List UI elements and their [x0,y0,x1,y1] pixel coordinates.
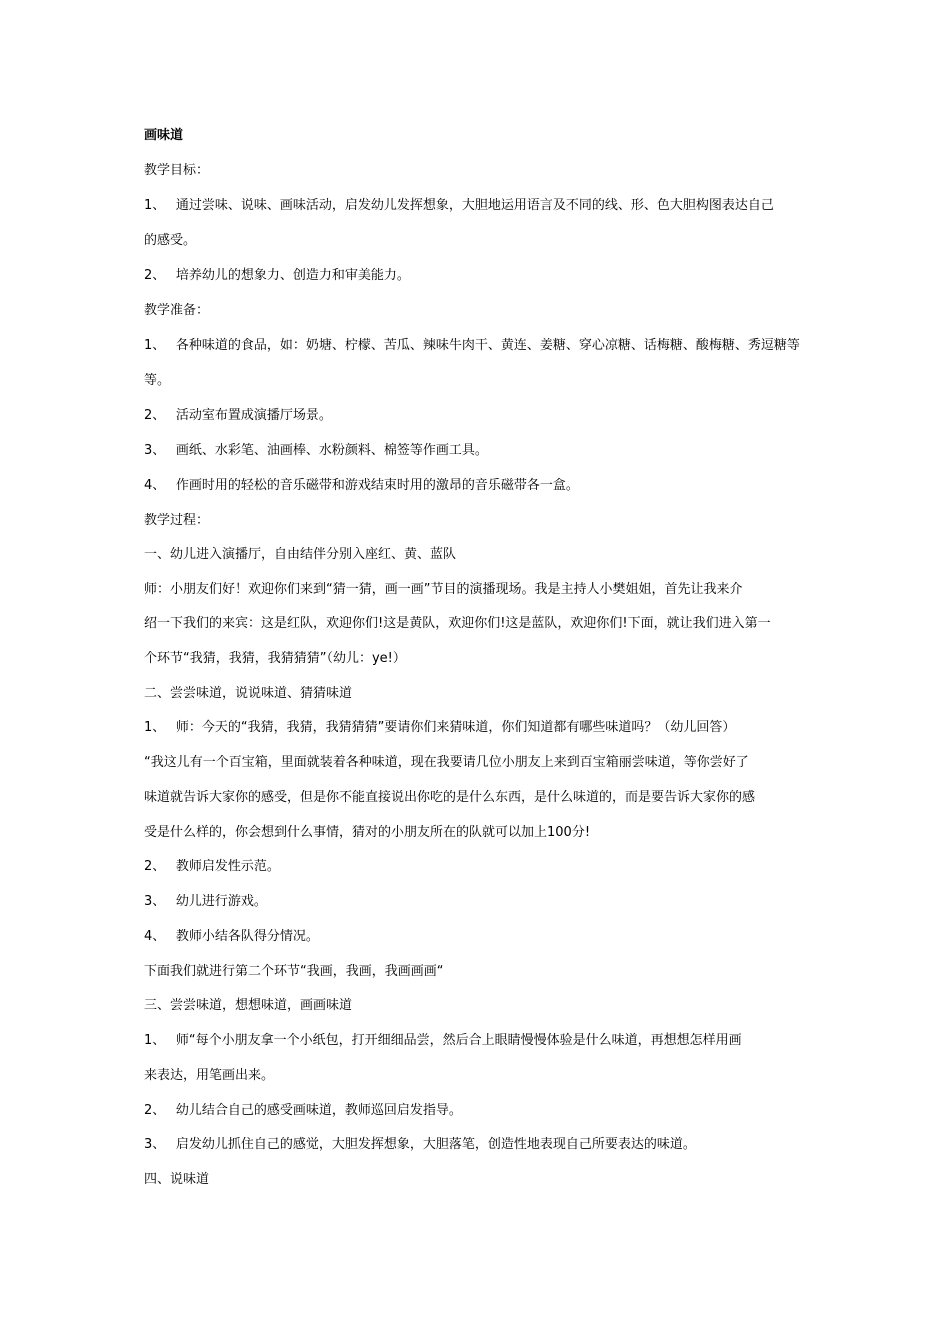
section-heading-process: 教学过程： [144,513,210,528]
paragraph-line: 4、 作画时用的轻松的音乐磁带和游戏结束时用的激昂的音乐磁带各一盒。 [144,478,579,493]
paragraph-line: 下面我们就进行第二个环节“我画，我画，我画画画“ [144,964,444,979]
paragraph-line: 1、 师“每个小朋友拿一个小纸包，打开细细品尝，然后合上眼睛慢慢体验是什么味道，再想想怎样用画 [144,1033,742,1048]
paragraph-line: 绍一下我们的来宾：这是红队，欢迎你们!这是黄队，欢迎你们!这是蓝队，欢迎你们!下面，就让我们进入第一 [144,616,771,631]
document-title: 画味道 [144,128,184,143]
paragraph-line: 3、 画纸、水彩笔、油画棒、水粉颜料、棉签等作画工具。 [144,443,488,458]
paragraph-line: 个环节“我猜，我猜，我猜猜猜”（幼儿：ye!） [144,651,406,666]
paragraph-line: 1、 通过尝味、说味、画味活动，启发幼儿发挥想象，大胆地运用语言及不同的线、形、色大胆构图表达自己 [144,198,774,213]
paragraph-line: 二、尝尝味道，说说味道、猜猜味道 [144,686,353,701]
paragraph-line: 1、 师：今天的“我猜，我猜，我猜猜猜”要请你们来猜味道，你们知道都有哪些味道吗？（幼儿回答） [144,720,736,735]
paragraph-line: 师：小朋友们好！欢迎你们来到“猜一猜，画一画”节目的演播现场。我是主持人小樊姐姐，首先让我来介 [144,582,743,597]
paragraph-line: 味道就告诉大家你的感受，但是你不能直接说出你吃的是什么东西，是什么味道的，而是要告诉大家你的感 [144,790,756,805]
paragraph-line: 3、 幼儿进行游戏。 [144,894,267,909]
paragraph-line: 2、 活动室布置成演播厅场景。 [144,408,332,423]
paragraph-line: 等。 [144,373,171,388]
section-heading-goals: 教学目标： [144,163,210,178]
paragraph-line: 2、 培养幼儿的想象力、创造力和审美能力。 [144,268,410,283]
paragraph-line: 4、 教师小结各队得分情况。 [144,929,319,944]
paragraph-line: 四、说味道 [144,1172,210,1187]
paragraph-line: 1、 各种味道的食品，如：奶塘、柠檬、苦瓜、辣味牛肉干、黄连、姜糖、穿心凉糖、话梅糖、酸梅糖、秀逗糖等 [144,338,800,353]
section-heading-prep: 教学准备： [144,303,210,318]
paragraph-line: 受是什么样的，你会想到什么事情，猜对的小朋友所在的队就可以加上100分! [144,825,591,840]
paragraph-line: 三、尝尝味道，想想味道，画画味道 [144,998,353,1013]
paragraph-line: 来表达，用笔画出来。 [144,1068,275,1083]
paragraph-line: 2、 教师启发性示范。 [144,859,280,874]
paragraph-line: 3、 启发幼儿抓住自己的感觉，大胆发挥想象，大胆落笔，创造性地表现自己所要表达的味道。 [144,1137,696,1152]
paragraph-line: 2、 幼儿结合自己的感受画味道，教师巡回启发指导。 [144,1103,462,1118]
paragraph-line: 一、幼儿进入演播厅，自由结伴分别入座红、黄、蓝队 [144,547,457,562]
paragraph-line: “我这儿有一个百宝箱，里面就装着各种味道，现在我要请几位小朋友上来到百宝箱丽尝味道，等你尝好了 [144,755,749,770]
paragraph-line: 的感受。 [144,233,197,248]
